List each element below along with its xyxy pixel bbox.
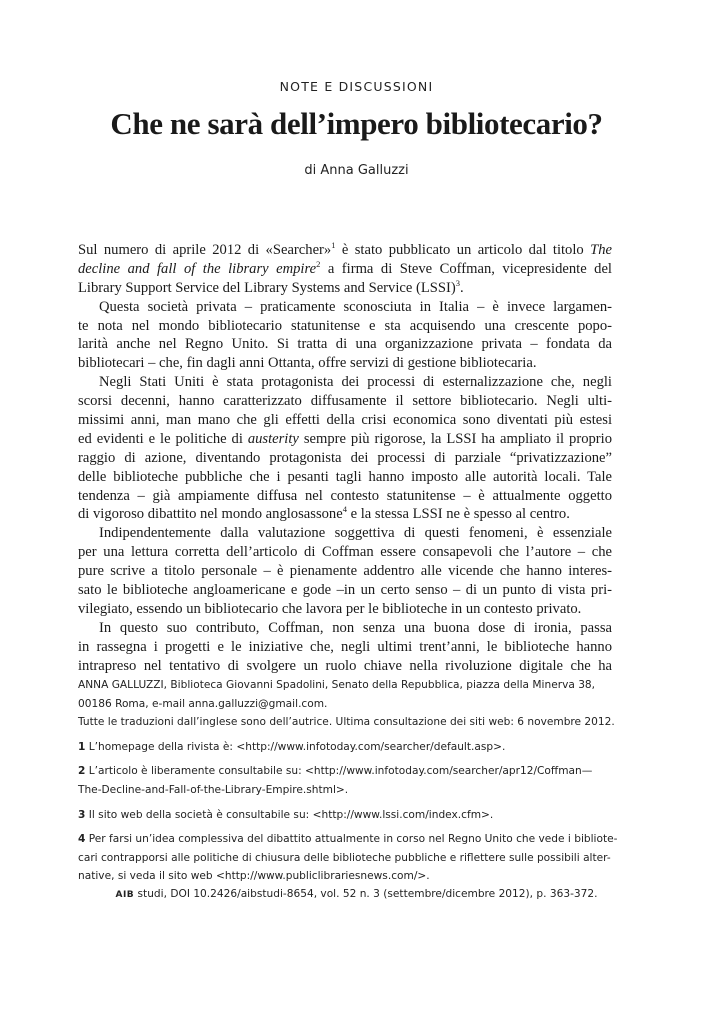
footnote-ref-2[interactable]: 2: [316, 259, 321, 270]
body-line: in rassegna i progetti e le iniziative che, negli ultimi trent’anni, le biblioteche hanno: [78, 638, 612, 655]
body-line: te nota nel mondo bibliotecario statunitense e sta acquisendo una crescente popo-: [78, 317, 612, 334]
body-line: vilegiato, essendo un bibliotecario che lavora per le biblioteche in un contesto privato.: [78, 600, 582, 617]
footnotes: [78, 676, 618, 886]
body-line: decline and fall of the library empire$^2$ a firma di Steve Coffman, vicepresidente del: [78, 259, 612, 277]
footnote-3: 3 Il sito web della società è consultabile su: <http://www.lssi.com/index.cfm>.: [78, 808, 494, 821]
footnote-2: 2 L’articolo è liberamente consultabile su: <http://www.infotoday.com/searcher/apr12/Coffman—: [78, 765, 593, 778]
footnote-4-cont: native, si veda il sito web <http://www.publiclibrariesnews.com/>.: [78, 870, 430, 883]
body-line: raggio di azione, diventando protagonista dei processi di parziale “privatizzazione”: [78, 449, 612, 466]
footnote-4-cont: cari contrapporsi alle politiche di chiusura delle biblioteche pubbliche e riflettere sulle possibili alter-: [78, 851, 611, 864]
body-line: pure scrive a titolo personale – è pienamente addentro alle vicende che hanno interes-: [78, 563, 612, 580]
body-line: Library Support Service del Library Systems and Service (LSSI)$^3$.: [78, 277, 464, 296]
body-line: tendenza – già ampiamente diffusa nel contesto statunitense – è attualmente oggetto: [78, 487, 612, 504]
body-line: di vigoroso dibattito nel mondo anglosassone$^4$ e la stessa LSSI ne è spesso al centro.: [78, 504, 570, 523]
footnote-ref-3[interactable]: 3: [455, 277, 460, 288]
body-line: larità anche nel Regno Unito. Si tratta di una organizzazione privata – fondata da: [78, 336, 612, 353]
body-line: per una lettura corretta dell’articolo di Coffman essere consapevoli che l’autore – che: [78, 544, 612, 561]
body-line: ed evidenti e le politiche di austerity sempre più rigorose, la LSSI ha ampliato il proprio: [78, 430, 612, 447]
footnote-1: 1 L’homepage della rivista è: <http://www.infotoday.com/searcher/default.asp>.: [78, 740, 506, 753]
article-title: Che ne sarà dell’impero bibliotecario?: [110, 106, 603, 141]
body-line: In questo suo contributo, Coffman, non senza una buona dose di ironia, passa: [99, 619, 612, 636]
body-line: Negli Stati Uniti è stata protagonista dei processi di esternalizzazione che, negli: [99, 374, 612, 391]
body-line: bibliotecari – che, fin dagli anni Ottanta, offre servizi di gestione bibliotecaria.: [78, 355, 537, 372]
body-line: Questa società privata – praticamente sconosciuta in Italia – è invece largamen-: [99, 298, 612, 315]
author-byline: di Anna Galluzzi: [304, 163, 409, 178]
section-label: NOTE E DISCUSSIONI: [279, 79, 434, 94]
body-line: Indipendentemente dalla valutazione soggettiva di questi fenomeni, è essenziale: [99, 525, 612, 542]
body-line: missimi anni, man mano che gli effetti della crisi economica sono diventati più estesi: [78, 412, 612, 429]
body-line: scorsi decenni, hanno caratterizzato diffusamente il settore bibliotecario. Negli ulti-: [78, 393, 612, 410]
footnote-4: 4 Per farsi un’idea complessiva del dibattito attualmente in corso nel Regno Unito che vede i bibliote-: [78, 833, 618, 846]
footnote-ref-4[interactable]: 4: [342, 504, 347, 515]
author-info-line: Tutte le traduzioni dall’inglese sono dell’autrice. Ultima consultazione dei siti web: 6 novembre 2012.: [78, 716, 615, 729]
author-info-line: ANNA GALLUZZI, Biblioteca Giovanni Spadolini, Senato della Repubblica, piazza della Minerva 38,: [78, 679, 596, 691]
body-line: Sul numero di aprile 2012 di «Searcher»$^1$ è stato pubblicato un articolo dal titolo The: [78, 240, 612, 258]
journal-citation: AIB studi, DOI 10.2426/aibstudi-8654, vol. 52 n. 3 (settembre/dicembre 2012), p. 363-372.: [115, 888, 598, 900]
article-body: [78, 241, 612, 675]
author-info-line: 00186 Roma, e-mail anna.galluzzi@gmail.com.: [78, 697, 328, 710]
body-line: sato le biblioteche angloamericane e gode –in un certo senso – di un punto di vista pri-: [78, 582, 612, 599]
body-line: intrapreso nel tentativo di svolgere un ruolo chiave nella rivoluzione digitale che ha: [78, 657, 612, 674]
body-line: delle biblioteche pubbliche che i pesanti tagli hanno imposto alle autorità locali. Tale: [78, 468, 612, 485]
journal-logo-text: AIB: [115, 890, 135, 900]
footnote-2-cont: The-Decline-and-Fall-of-the-Library-Empire.shtml>.: [78, 783, 349, 796]
footnote-ref-1[interactable]: 1: [331, 240, 336, 251]
